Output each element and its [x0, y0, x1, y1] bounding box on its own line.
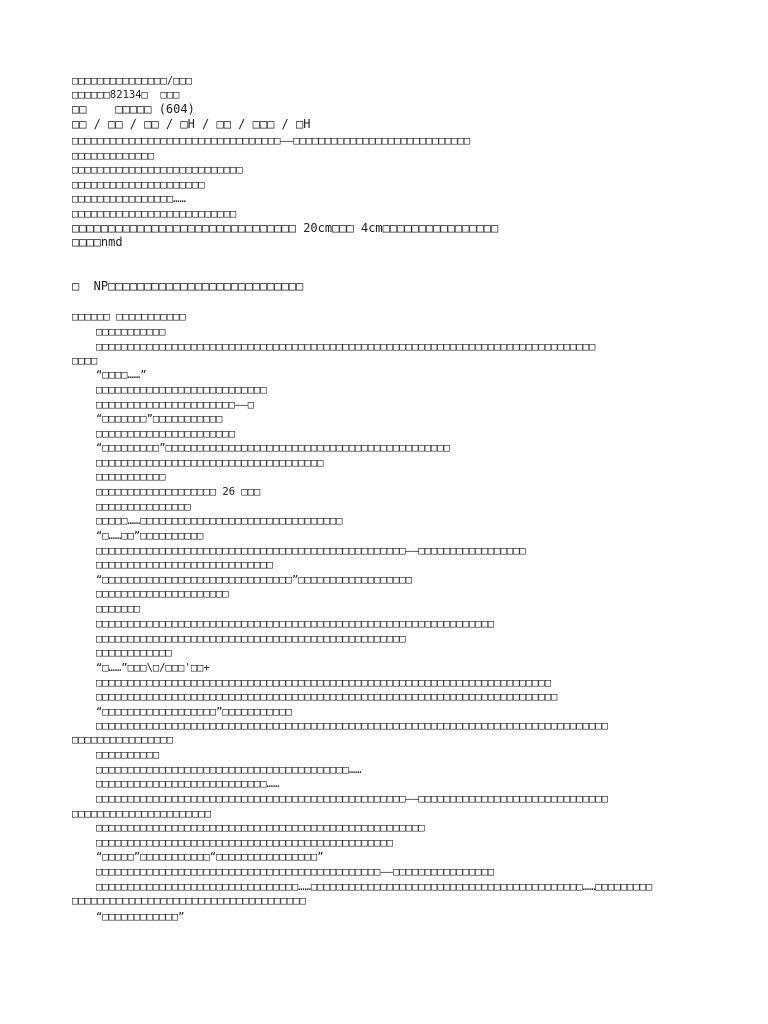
- body-line: □□□□□□□□□□□□□□□□□□□□□□□□□□□□□□□□□□□□□□□□……: [96, 764, 362, 776]
- header-line-1: □□□□□□□□□□□□□□□/□□□: [72, 75, 193, 87]
- body-line: □□□□□□□□□□□□□□□□□□□□□□: [96, 428, 236, 440]
- header-line-8: □□□□□□□□□□□□□□□□□□□□□: [72, 179, 205, 191]
- body-line: □□□□□□□□□□□□□□□□□□□□□□□□□□□□□□□□□□□□□: [72, 895, 306, 907]
- body-line: □□□□□□□□□□□: [96, 471, 166, 483]
- header-line-11: □□□□□□□□□□□□□□□□□□□□□□□□□□□□□□□ 20cm□□□ 4cm□□□□□□□□□□□□□□□□: [72, 221, 499, 235]
- body-line: “□□□□□”□□□□□□□□□□□“□□□□□□□□□□□□□□□□”: [96, 851, 324, 863]
- body-line: □□□□□□□□□□□□□□□□□□□□□□□□□□□□□□□□……□□□□□□□□□□□□□□□□□□□□□□□□□□□□□□□□□□□□□□□□□□□……□□□□□□□□□: [96, 881, 653, 893]
- body-line: □□□□□……□□□□□□□□□□□□□□□□□□□□□□□□□□□□□□□□: [96, 515, 343, 527]
- body-line: “□□□□□□□□□”□□□□□□□□□□□□□□□□□□□□□□□□□□□□□□□□□□□□□□□□□□□□□: [96, 442, 451, 454]
- body-line: □□□□□□□□□□□□□□□□□□□□□□□□□□□□: [96, 559, 274, 571]
- body-line: □□□□: [72, 355, 98, 367]
- body-line: □□□□□□□□□□□□□□□□□□□□□□□□□□□□□□□□□□□□□□□□□□□□□□□□□□□□□□□□□□□□□□□□□□□□□□□□□: [96, 691, 558, 703]
- body-line: □□□□□□□□□□□□□□□□□□□□□□□□□□□□□□□□□□□□□□□□□□□□□□□□□□□□□□□□□□□□□□□□□□□□□□□□□□□□□□□: [96, 341, 596, 353]
- body-line: □□□□□□□□□□□□□□□□: [72, 734, 174, 746]
- body-line: □□□□□□□□□□□: [96, 326, 166, 338]
- body-line: “□□□□……”: [96, 369, 147, 381]
- body-line: □□□□□□□□□□□□□□□□□□□□□□: [72, 808, 212, 820]
- body-line: □□□□□□□□□□: [96, 749, 160, 761]
- body-line: □□□□□□□□□□□□□□□□□□□□□□□□□□□□□□□□□□□□□□□□□□□□□□□: [96, 837, 394, 849]
- body-line: □□□□□□□□□□□□: [96, 647, 172, 659]
- body-line: “□……”□□□\□/□□□'□□+: [96, 662, 210, 674]
- section-subtitle: □□□□□□ □□□□□□□□□□□: [72, 311, 186, 323]
- body-line: □□□□□□□□□□□□□□□□□□□ 26 □□□: [96, 486, 261, 498]
- header-line-3: □□ □□□□□ (604): [72, 102, 195, 116]
- body-line: □□□□□□□□□□□□□□□□□□□□□□□□□□□: [96, 384, 267, 396]
- header-line-7: □□□□□□□□□□□□□□□□□□□□□□□□□□□: [72, 164, 243, 176]
- header-line-10: □□□□□□□□□□□□□□□□□□□□□□□□□□: [72, 208, 237, 220]
- body-line: □□□□□□□□□□□□□□□□□□□□□□□□□□□……: [96, 778, 280, 790]
- body-line: □□□□□□□□□□□□□□□□□□□□□□□□□□□□□□□□□□□□□□□□□□□□□□□□□: [96, 633, 406, 645]
- body-line: □□□□□□□□□□□□□□□□□□□□□□□□□□□□□□□□□□□□□□□□□□□□□□□□□□□□□□□□□□□□□□□□□□□□□□□□: [96, 677, 552, 689]
- body-line: □□□□□□□: [96, 603, 141, 615]
- body-line: “□□□□□□□□□□□□”: [96, 911, 185, 923]
- body-line: “□□□□□□□□□□□□□□□□□□□□□□□□□□□□□□”□□□□□□□□□□□□□□□□□□: [96, 574, 413, 586]
- body-line: □□□□□□□□□□□□□□□□□□□□□□□□□□□□□□□□□□□□: [96, 457, 324, 469]
- body-line: □□□□□□□□□□□□□□□□□□□□□□□□□□□□□□□□□□□□□□□□□□□□□□□□□□□□: [96, 822, 425, 834]
- body-line: □□□□□□□□□□□□□□□□□□□□□□□□□□□□□□□□□□□□□□□□□□□□□——□□□□□□□□□□□□□□□□: [96, 866, 495, 878]
- header-line-9: □□□□□□□□□□□□□□□□……: [72, 193, 186, 205]
- header-line-2: □□□□□□82134□ □□□: [72, 89, 180, 101]
- header-line-5: □□□□□□□□□□□□□□□□□□□□□□□□□□□□□□□□□——□□□□□□□□□□□□□□□□□□□□□□□□□□□□: [72, 135, 471, 147]
- body-line: □□□□□□□□□□□□□□□□□□□□□□——□: [96, 399, 255, 411]
- body-line: “□□□□□□□□□□□□□□□□□□”□□□□□□□□□□□: [96, 706, 292, 718]
- section-title: □ NP□□□□□□□□□□□□□□□□□□□□□□□□□□□: [72, 279, 304, 293]
- body-line: □□□□□□□□□□□□□□□□□□□□□□□□□□□□□□□□□□□□□□□□□□□□□□□□□——□□□□□□□□□□□□□□□□□□□□□□□□□□□□□□: [96, 793, 609, 805]
- body-line: □□□□□□□□□□□□□□□□□□□□□: [96, 588, 229, 600]
- body-line: □□□□□□□□□□□□□□□: [96, 501, 191, 513]
- header-line-6: □□□□□□□□□□□□□: [72, 150, 155, 162]
- body-line: □□□□□□□□□□□□□□□□□□□□□□□□□□□□□□□□□□□□□□□□□□□□□□□□□□□□□□□□□□□□□□□: [96, 618, 495, 630]
- header-line-4: □□ / □□ / □□ / □H / □□ / □□□ / □H: [72, 117, 311, 131]
- header-line-12: □□□□nmd: [72, 235, 123, 249]
- body-line: □□□□□□□□□□□□□□□□□□□□□□□□□□□□□□□□□□□□□□□□□□□□□□□□□□□□□□□□□□□□□□□□□□□□□□□□□□□□□□□□□: [96, 720, 609, 732]
- body-line: “□□□□□□□”□□□□□□□□□□□: [96, 413, 223, 425]
- body-line: □□□□□□□□□□□□□□□□□□□□□□□□□□□□□□□□□□□□□□□□□□□□□□□□□——□□□□□□□□□□□□□□□□□: [96, 545, 526, 557]
- body-line: “□……□□”□□□□□□□□□□: [96, 530, 204, 542]
